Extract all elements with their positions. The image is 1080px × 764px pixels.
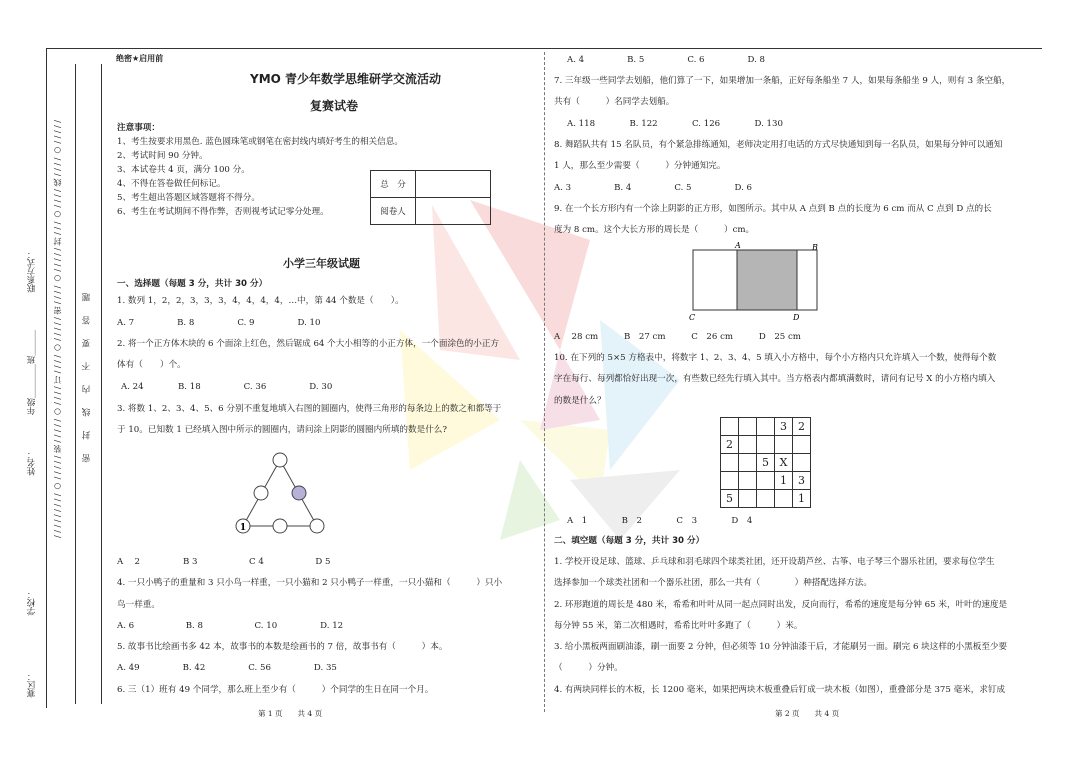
grid-cell bbox=[721, 472, 739, 490]
grid-cell bbox=[739, 454, 757, 472]
answer-options: A 2 B 3 C 4 D 5 bbox=[117, 557, 331, 567]
grid-cell: 3 bbox=[793, 472, 811, 490]
top-rule bbox=[46, 48, 1042, 49]
question-line: 体有（ ）个。 bbox=[117, 360, 186, 370]
margin-rule bbox=[101, 64, 102, 704]
triangle-figure bbox=[230, 448, 340, 538]
question-line: 1 人，那么至少需要（ ）分钟通知完。 bbox=[554, 161, 726, 171]
grid-cell bbox=[775, 490, 793, 508]
question-line: （ ）分钟。 bbox=[554, 663, 623, 673]
exam-title: YMO 青少年数学思维研学交流活动 bbox=[250, 72, 442, 86]
margin-grade-class: 年级＿＿＿＿班＿＿＿ bbox=[27, 330, 37, 415]
question-line: 于 10。已知数 1 已经填入图中所示的圆圈内，请问涂上阴影的圆圈内所填的数是什么? bbox=[117, 425, 447, 435]
grid-cell: 1 bbox=[775, 472, 793, 490]
point-label-c: C bbox=[689, 313, 696, 322]
question-line: 7. 三年级一些同学去划船，他们算了一下，如果增加一条船，正好每条船坐 7 人，如果每条船坐 9 人，则有 3 条空船， bbox=[554, 76, 1011, 86]
grid-cell bbox=[721, 454, 739, 472]
grid-cell: 1 bbox=[793, 490, 811, 508]
score-table bbox=[370, 170, 491, 225]
grid-cell: 3 bbox=[775, 418, 793, 436]
note-item: 4、不得在答卷做任何标记。 bbox=[117, 179, 226, 189]
notes-title: 注意事项： bbox=[117, 123, 160, 133]
grid-cell: 5 bbox=[721, 490, 739, 508]
question-line: 6. 三（1）班有 49 个同学，那么班上至少有（ ）个同学的生日在同一个月。 bbox=[117, 685, 434, 695]
grid-cell bbox=[721, 418, 739, 436]
question-line: 每分钟 55 米，第二次相遇时，希希比叶叶多跑了（ ）米。 bbox=[554, 621, 803, 631]
margin-region: 赛区： bbox=[27, 672, 37, 698]
note-item: 1、考生按要求用黑色. 蓝色圆珠笔或钢笔在密封线内填好考生的相关信息。 bbox=[117, 137, 403, 147]
grade-title: 小学三年级试题 bbox=[283, 257, 360, 270]
question-line: 8. 舞蹈队共有 15 名队员，有个紧急排练通知，老师决定用打电话的方式尽快通知到每一名队员，如果每分钟可以通知 bbox=[554, 140, 1003, 150]
section-fill-title: 二、填空题（每题 3 分，共计 30 分） bbox=[554, 536, 705, 546]
grid-cell bbox=[739, 490, 757, 508]
note-item: 6、考生在考试期间不得作弊，否则视考试记零分处理。 bbox=[117, 207, 329, 217]
section-choice-title: 一、选择题（每题 3 分，共计 30 分） bbox=[117, 279, 268, 289]
exam-subtitle: 复赛试卷 bbox=[310, 99, 359, 113]
question-line: 3. 将数 1、2、3、4、5、6 分别不重复地填入右图的圆圈内，使得三角形的每条边上的数之和都等于 bbox=[117, 404, 502, 414]
margin-rule bbox=[75, 64, 76, 704]
answer-options: A 1 B 2 C 3 D 4 bbox=[567, 516, 753, 526]
grid-cell: X bbox=[775, 454, 793, 472]
score-total-label: 总 分 bbox=[371, 171, 416, 198]
question-line: 3. 给小黑板两面刷油漆，刷一面要 2 分钟，但必须等 10 分钟油漆干后，才能刷另一面。刷完 6 块这样的小黑板至少要 bbox=[554, 642, 1008, 652]
question-line: 的数是什么？ bbox=[554, 396, 606, 406]
grid-cell bbox=[757, 418, 775, 436]
note-item: 5、考生超出答题区域答题将不得分。 bbox=[117, 193, 260, 203]
shaded-circle bbox=[292, 486, 306, 500]
margin-rule bbox=[46, 48, 47, 708]
page-footer-right: 第 2 页 共 4 页 bbox=[775, 709, 840, 718]
answer-options: A. 49 B. 42 C. 56 D. 35 bbox=[117, 663, 337, 673]
question-line: 1. 数列 1，2，2，3，3，3，4，4，4，4，…中，第 44 个数是（ ）。 bbox=[117, 296, 404, 306]
margin-seal-notice: 密 封 线 内 不 要 答 题 bbox=[82, 290, 92, 463]
grid-cell: 2 bbox=[721, 436, 739, 454]
answer-options: A. 4 B. 5 C. 6 D. 8 bbox=[567, 55, 766, 65]
margin-name: 姓名： bbox=[27, 450, 37, 476]
point-label-d: D bbox=[793, 313, 800, 322]
rectangle-figure bbox=[686, 238, 826, 324]
point-label-a: A bbox=[735, 241, 741, 250]
answer-options: A 28 cm B 27 cm C 26 cm D 25 cm bbox=[554, 332, 801, 342]
page-divider bbox=[544, 52, 545, 712]
score-total-cell bbox=[416, 171, 491, 198]
question-line: 4. 有两块同样长的木板，长 1200 毫米，如果把两块木板重叠后钉成一块木板（如图），重叠部分是 375 毫米，求钉成 bbox=[554, 685, 1006, 695]
grid-cell: 2 bbox=[793, 418, 811, 436]
latin-square-grid bbox=[720, 417, 811, 508]
question-line: 2. 将一个正方体木块的 6 个面涂上红色，然后锯成 64 个大小相等的小正方体，一个面涂色的小正方 bbox=[117, 339, 500, 349]
question-line: 5. 故事书比绘画书多 42 本，故事书的本数是绘画书的 7 倍，故事书有（ ）本。 bbox=[117, 642, 448, 652]
answer-options: A. 24 B. 18 C. 36 D. 30 bbox=[121, 382, 333, 392]
margin-school: 学校： bbox=[27, 590, 37, 616]
score-grader-label: 阅卷人 bbox=[371, 198, 416, 225]
answer-options: A. 7 B. 8 C. 9 D. 10 bbox=[117, 318, 321, 328]
answer-options: A. 3 B. 4 C. 5 D. 6 bbox=[554, 183, 753, 193]
grid-cell bbox=[757, 472, 775, 490]
margin-seal-line: / / / / / / / / / ○ / / / / / 装 / / / / / ○ / / / / 订 / / / / ○ / / / / / 密 / / / / ○ / / / / / 封 / / / ○ / / / / 线 / / / / ○ / / / / / bbox=[53, 120, 62, 539]
question-line: 共有（ ）名同学去划船。 bbox=[554, 97, 675, 107]
question-line: 鸟一样重。 bbox=[117, 600, 160, 610]
grid-cell bbox=[793, 436, 811, 454]
question-line: 度为 8 cm。这个大长方形的周长是（ ）cm。 bbox=[554, 225, 755, 235]
question-line: 4. 一只小鸭子的重量和 3 只小鸟一样重，一只小猫和 2 只小鸭子一样重，一只小猫和（ ）只小 bbox=[117, 578, 503, 588]
figure-label-1: 1 bbox=[239, 523, 247, 533]
page-footer-left: 第 1 页 共 4 页 bbox=[258, 709, 323, 718]
note-item: 3、本试卷共 4 页，满分 100 分。 bbox=[117, 165, 250, 175]
answer-options: A. 118 B. 122 C. 126 D. 130 bbox=[567, 119, 783, 129]
question-line: 9. 在一个长方形内有一个涂上阴影的正方形，如图所示。其中从 A 点到 B 点的长度为 6 cm 而从 C 点到 D 点的长 bbox=[554, 204, 992, 214]
grid-cell bbox=[739, 472, 757, 490]
question-line: 10. 在下列的 5×5 方格表中，将数字 1、2、3、4、5 填入小方格中，每个小方格内只允许填入一个数，使得每个数 bbox=[554, 353, 997, 363]
question-line: 字在每行、每列都恰好出现一次，有些数已经先行填入其中。当方格表内都填满数时，请问有记号 X 的小方格内填入 bbox=[554, 374, 996, 384]
secret-label: 绝密★启用前 bbox=[116, 54, 164, 63]
margin-phone: 联系方式： bbox=[27, 250, 37, 293]
grid-cell bbox=[775, 436, 793, 454]
grid-cell bbox=[739, 418, 757, 436]
point-label-b: B bbox=[812, 243, 818, 252]
grid-cell bbox=[739, 436, 757, 454]
question-line: 2. 环形跑道的周长是 480 米，希希和叶叶从同一起点同时出发，反向而行，希希的速度是每分钟 65 米，叶叶的速度是 bbox=[554, 600, 1008, 610]
question-line: 1. 学校开设足球、篮球、乒乓球和羽毛球四个球类社团，还开设葫芦丝、古筝、电子琴三个器乐社团，要求每位学生 bbox=[554, 557, 995, 567]
score-grader-cell bbox=[416, 198, 491, 225]
grid-cell bbox=[793, 454, 811, 472]
answer-options: A. 6 B. 8 C. 10 D. 12 bbox=[117, 621, 344, 631]
note-item: 2、考试时间 90 分钟。 bbox=[117, 151, 208, 161]
grid-cell bbox=[757, 490, 775, 508]
question-line: 选择参加一个球类社团和一个器乐社团，那么一共有（ ）种搭配选择方法。 bbox=[554, 578, 872, 588]
grid-cell: 5 bbox=[757, 454, 775, 472]
grid-cell bbox=[757, 436, 775, 454]
